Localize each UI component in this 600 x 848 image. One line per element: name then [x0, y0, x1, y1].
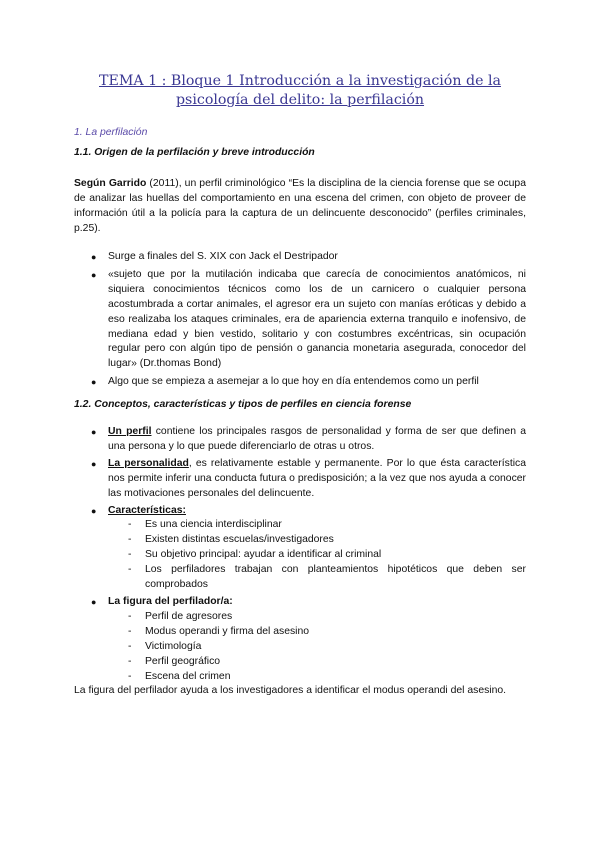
term-personalidad: La personalidad [108, 457, 189, 469]
list-item [0, 457, 526, 502]
page-title [60, 72, 540, 110]
list-item-text: Perfil geográfico [145, 655, 221, 667]
bullet-icon: ● [91, 252, 97, 262]
list-item [0, 504, 526, 519]
title-line-2: psicología del delito: la perfilación [175, 92, 425, 108]
list-item [0, 610, 526, 625]
bullet-icon: ● [91, 377, 97, 388]
term-figura: La figura del perfilador/a: [108, 595, 233, 607]
list-item [0, 595, 526, 610]
intro-paragraph [74, 177, 526, 237]
list-item [0, 670, 526, 685]
list-item-text: Es una ciencia interdisciplinar [145, 519, 282, 531]
list-item [0, 655, 526, 670]
section-1-2-heading: 1.2. Conceptos, características y tipos de perfiles en ciencia forense [74, 399, 412, 410]
list-item [0, 268, 526, 372]
list-item-text: Existen distintas escuelas/investigadores [145, 534, 334, 546]
list-item-text: Modus operandi y firma del asesino [145, 625, 310, 637]
personalidad-text: , es relativamente estable y permanente. Por lo que ésta característica nos permite inferir una conducta futura o predisposición; a la vez que nos ayuda a conocer las motivaciones personales del delincuente. [108, 457, 526, 499]
list-item [0, 375, 526, 390]
perfil-text: contiene los principales rasgos de personalidad y forma de ser que definen a una persona y lo que puede diferenciarlo de otras u otros. [108, 426, 526, 452]
term-perfil: Un perfil [108, 426, 152, 437]
dash-icon: - [128, 670, 132, 682]
term-caracteristicas: Características: [108, 504, 186, 516]
list-item-text: Victimología [145, 640, 202, 652]
bullet-icon: ● [91, 427, 97, 437]
closing-paragraph: La figura del perfilador ayuda a los investigadores a identificar el modus operandi del asesino. [74, 685, 507, 697]
dash-icon: - [128, 549, 132, 561]
list-item [0, 518, 526, 533]
list-item [0, 563, 526, 593]
intro-text: (2011), un perfil criminológico “Es la disciplina de la ciencia forense que se ocupa de analizar las huellas del comportamiento en una escena del crimen, con objeto de proveer de información útil a la policía para la captura de un delincuente desconocido” (perfiles criminales, p.25). [74, 178, 526, 234]
list-item [0, 425, 526, 455]
list-item [0, 250, 526, 265]
dash-icon: - [128, 519, 132, 531]
list-item-text: «sujeto que por la mutilación indicaba que carecía de conocimientos anatómicos, ni siquiera conocimientos técnicos como los de un carnicero o cualquier persona acostumbrada a cortar animales, el agresor era un sujeto con manías eróticas y debido a eso realizaba los ataques criminales, era de apariencia externa tranquilo e inofensivo, de mediana edad y bien vestido, solitario y con costumbres excéntricas, sin ocupación regular pero con algún tipo de pensión o ganancia monetaria asegurada, conocedor del lugar» (Dr.thomas Bond) [108, 268, 526, 370]
concepts-bullet-list [0, 425, 600, 699]
dash-icon: - [128, 640, 132, 652]
section-1-1-heading: 1.1. Origen de la perfilación y breve introducción [74, 147, 315, 158]
dash-icon: - [128, 610, 132, 622]
list-item [0, 640, 526, 655]
list-item-text: Perfil de agresores [145, 610, 233, 622]
caracteristicas-list [0, 518, 600, 593]
list-item-text: Algo que se empieza a asemejar a lo que hoy en día entendemos como un perfil [108, 376, 479, 388]
bullet-icon: ● [91, 458, 97, 469]
list-item-text: Surge a finales del S. XIX con Jack el Destripador [108, 251, 338, 262]
list-item-text: Escena del crimen [145, 670, 231, 682]
section-1-heading: 1. La perfilación [74, 127, 148, 138]
bullet-icon: ● [91, 596, 97, 607]
list-item [0, 625, 526, 640]
dash-icon: - [128, 655, 132, 667]
dash-icon: - [128, 564, 132, 576]
list-item-text: Los perfiladores trabajan con planteamientos hipotéticos que deben ser comprobados [145, 564, 526, 591]
bullet-icon: ● [91, 269, 97, 280]
figura-list [0, 610, 600, 685]
list-item [0, 548, 526, 563]
dash-icon: - [128, 625, 132, 637]
intro-author: Según Garrido [74, 178, 147, 189]
title-line-1: TEMA 1 : Bloque 1 Introducción a la investigación de la [99, 73, 501, 89]
list-item [0, 533, 526, 548]
bullet-icon: ● [91, 505, 97, 516]
origin-bullet-list [0, 250, 600, 390]
dash-icon: - [128, 534, 132, 546]
list-item-text: Su objetivo principal: ayudar a identificar al criminal [145, 549, 382, 561]
